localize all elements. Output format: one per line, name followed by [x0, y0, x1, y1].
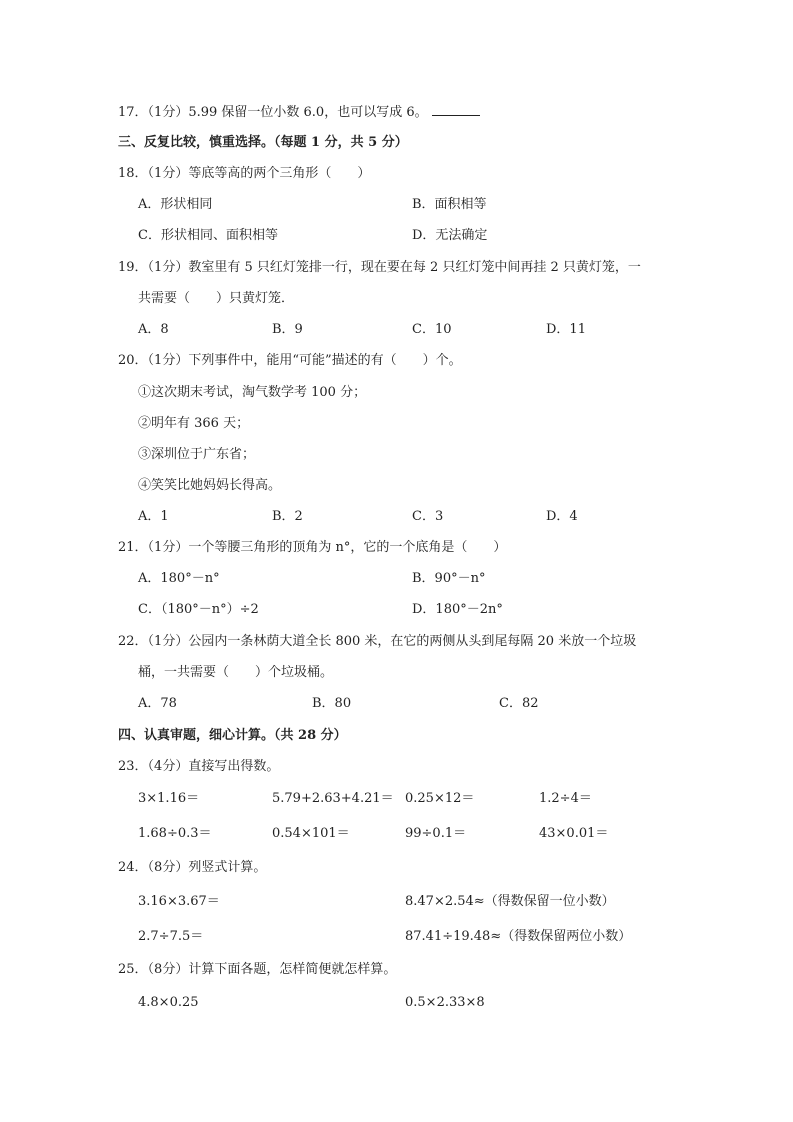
calc-item: 4.8×0.25 [138, 995, 199, 1010]
question-20-stem: 20．（1分）下列事件中，能用“可能”描述的有（ ）个。 [118, 353, 462, 368]
section-3-title: 三、反复比较，慎重选择。（每题 1 分，共 5 分） [118, 135, 408, 150]
option-d[interactable]: D．11 [546, 322, 586, 337]
calc-item: 0.54×101＝ [272, 826, 350, 841]
option-d[interactable]: D．4 [546, 509, 578, 524]
question-24-stem: 24．（8分）列竖式计算。 [118, 860, 267, 875]
answer-blank[interactable] [432, 103, 480, 116]
option-a[interactable]: A．180°－n° [138, 571, 220, 586]
question-17 [118, 103, 480, 122]
option-b[interactable]: B．2 [272, 509, 303, 524]
question-25-stem: 25．（8分）计算下面各题，怎样简便就怎样算。 [118, 962, 397, 977]
calc-item: 99÷0.1＝ [405, 826, 467, 841]
calc-item: 0.5×2.33×8 [405, 995, 485, 1010]
option-a[interactable]: A．8 [138, 322, 169, 337]
question-18-stem: 18．（1分）等底等高的两个三角形（ ） [118, 166, 371, 181]
calc-item: 87.41÷19.48≈（得数保留两位小数） [405, 929, 632, 944]
option-c[interactable]: C．3 [412, 509, 444, 524]
event-item-3: ③深圳位于广东省； [138, 447, 256, 462]
option-a[interactable]: A．78 [138, 696, 177, 711]
section-4-title: 四、认真审题，细心计算。（共 28 分） [118, 728, 347, 743]
option-c[interactable]: C．形状相同、面积相等 [138, 228, 278, 243]
calc-item: 43×0.01＝ [539, 826, 609, 841]
calc-item: 3×1.16＝ [138, 791, 200, 806]
event-item-4: ④笑笑比她妈妈长得高。 [138, 478, 282, 493]
calc-item: 0.25×12＝ [405, 791, 475, 806]
option-b[interactable]: B．面积相等 [412, 197, 487, 212]
option-a[interactable]: A．形状相同 [138, 197, 213, 212]
question-19-stem-line2: 共需要（ ）只黄灯笼． [138, 291, 295, 306]
option-c[interactable]: C．10 [412, 322, 452, 337]
question-23-stem: 23．（4分）直接写出得数。 [118, 759, 280, 774]
option-c[interactable]: C．82 [499, 696, 539, 711]
option-b[interactable]: B．9 [272, 322, 303, 337]
question-19-stem-line1: 19．（1分）教室里有 5 只红灯笼排一行，现在要在每 2 只红灯笼中间再挂 2 只黄灯笼，一 [118, 260, 641, 275]
option-d[interactable]: D．180°－2n° [412, 602, 503, 617]
option-b[interactable]: B．90°－n° [412, 571, 486, 586]
option-c[interactable]: C．（180°－n°）÷2 [138, 602, 259, 617]
calc-item: 3.16×3.67＝ [138, 894, 220, 909]
option-d[interactable]: D．无法确定 [412, 228, 488, 243]
calc-item: 8.47×2.54≈（得数保留一位小数） [405, 894, 615, 909]
question-21-stem: 21．（1分）一个等腰三角形的顶角为 n°，它的一个底角是（ ） [118, 540, 507, 555]
calc-item: 1.2÷4＝ [539, 791, 592, 806]
question-22-stem-line2: 桶，一共需要（ ）个垃圾桶。 [138, 665, 334, 680]
option-b[interactable]: B．80 [312, 696, 352, 711]
calc-item: 1.68÷0.3＝ [138, 826, 212, 841]
question-17-text: 17．（1分）5.99 保留一位小数 6.0，也可以写成 6。 [118, 105, 428, 120]
event-item-2: ②明年有 366 天； [138, 416, 250, 431]
calc-item: 2.7÷7.5＝ [138, 929, 204, 944]
option-a[interactable]: A．1 [138, 509, 169, 524]
calc-item: 5.79+2.63+4.21＝ [272, 791, 394, 806]
event-item-1: ①这次期末考试，淘气数学考 100 分； [138, 385, 367, 400]
question-22-stem-line1: 22．（1分）公园内一条林荫大道全长 800 米，在它的两侧从头到尾每隔 20 米放一个垃圾 [118, 634, 637, 649]
